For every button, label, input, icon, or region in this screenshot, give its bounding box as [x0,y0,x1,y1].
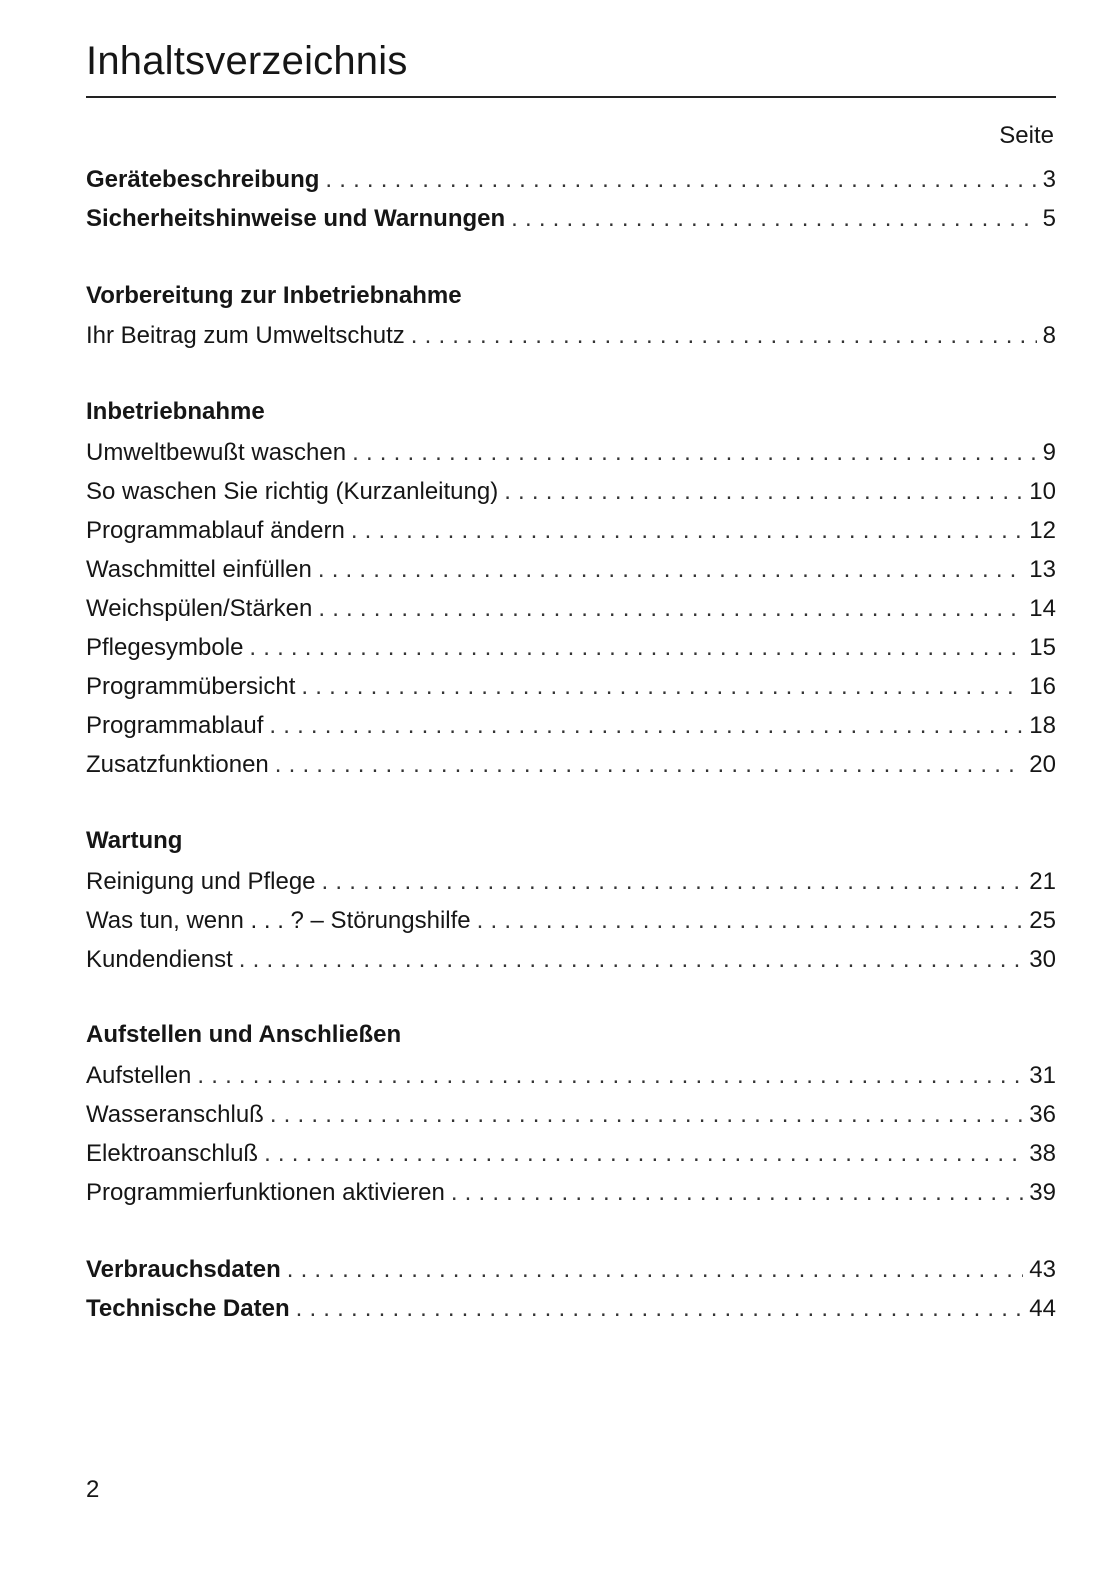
toc-entry-page: 30 [1029,946,1056,973]
toc-entry-label: Technische Daten [86,1295,290,1322]
toc-entry-page: 31 [1029,1062,1056,1089]
dot-leader [239,944,1024,976]
toc-entry-label: Verbrauchsdaten [86,1256,281,1283]
section-heading: Wartung [86,827,183,854]
toc-entry-page: 3 [1042,166,1056,193]
toc-entry-label: Programmierfunktionen aktivieren [86,1179,445,1206]
section-heading: Vorbereitung zur Inbetriebnahme [86,282,462,309]
dot-leader [270,1099,1023,1131]
toc-entry[interactable] [86,1177,1056,1209]
toc-entry-label: Programmablauf ändern [86,517,345,544]
toc-entry-label: Zusatzfunktionen [86,751,269,778]
footer-page-number: 2 [86,1476,100,1503]
toc-entry-page: 25 [1029,907,1056,934]
toc-entry[interactable] [86,866,1056,898]
toc-entry[interactable] [86,1293,1056,1325]
dot-leader [411,320,1037,352]
title-divider [86,96,1056,98]
toc-entry-page: 13 [1029,556,1056,583]
dot-leader [451,1177,1023,1209]
toc-entry-label: Weichspülen/Stärken [86,595,313,622]
dot-leader [504,476,1023,508]
toc-entry-label: Waschmittel einfüllen [86,556,312,583]
toc-entry-page: 14 [1029,595,1056,622]
dot-leader [197,1060,1023,1092]
dot-leader [249,632,1023,664]
toc-entry-page: 20 [1029,751,1056,778]
toc-entry[interactable] [86,710,1056,742]
toc-entry-label: Aufstellen [86,1062,192,1089]
dot-leader [322,866,1024,898]
toc-entry[interactable] [86,1060,1056,1092]
toc-entry[interactable] [86,1099,1056,1131]
dot-leader [318,593,1023,625]
toc-entry-page: 44 [1029,1295,1056,1322]
toc-entry-label: Gerätebeschreibung [86,166,320,193]
dot-leader [275,749,1024,781]
toc-entry-label: Programmablauf [86,712,264,739]
dot-leader [351,515,1023,547]
toc-entry[interactable] [86,905,1056,937]
toc-entry-page: 39 [1029,1179,1056,1206]
toc-entry[interactable] [86,593,1056,625]
toc-entry-page: 9 [1042,439,1056,466]
section-heading: Inbetriebnahme [86,398,265,425]
toc-entry[interactable] [86,671,1056,703]
toc-entry-page: 5 [1042,205,1056,232]
toc-entry-label: Elektroanschluß [86,1140,259,1167]
toc-entry[interactable] [86,1138,1056,1170]
dot-leader [296,1293,1024,1325]
dot-leader [511,203,1036,235]
toc-entry-label: Was tun, wenn . . . ? – Störungshilfe [86,907,471,934]
toc-entry[interactable] [86,320,1056,352]
toc-entry[interactable] [86,632,1056,664]
toc-entry-page: 8 [1042,322,1056,349]
dot-leader [287,1254,1024,1286]
toc-entry[interactable] [86,1254,1056,1286]
toc-entry-label: Kundendienst [86,946,233,973]
toc-entry-page: 10 [1029,478,1056,505]
toc-entry-page: 18 [1029,712,1056,739]
toc-entry-label: Ihr Beitrag zum Umweltschutz [86,322,405,349]
page-column-header: Seite [999,122,1054,149]
dot-leader [318,554,1023,586]
toc-entry[interactable] [86,515,1056,547]
dot-leader [269,710,1023,742]
dot-leader [325,164,1036,196]
toc-entry-page: 38 [1029,1140,1056,1167]
toc-entry-page: 36 [1029,1101,1056,1128]
toc-entry[interactable] [86,437,1056,469]
toc-entry-label: Pflegesymbole [86,634,244,661]
toc-entry-page: 12 [1029,517,1056,544]
toc-entry[interactable] [86,164,1056,196]
section-heading: Aufstellen und Anschließen [86,1021,402,1048]
toc-entry[interactable] [86,944,1056,976]
toc-entry-page: 21 [1029,868,1056,895]
toc-entry-page: 43 [1029,1256,1056,1283]
toc-entry-label: Reinigung und Pflege [86,868,316,895]
dot-leader [352,437,1037,469]
dot-leader [264,1138,1023,1170]
toc-entry[interactable] [86,749,1056,781]
toc-entry-label: Umweltbewußt waschen [86,439,347,466]
toc-entry-label: Programmübersicht [86,673,296,700]
toc-entry[interactable] [86,554,1056,586]
toc-entry-label: So waschen Sie richtig (Kurzanleitung) [86,478,499,505]
toc-entry[interactable] [86,476,1056,508]
toc-entry[interactable] [86,203,1056,235]
toc-entry-page: 16 [1029,673,1056,700]
page-title: Inhaltsverzeichnis [86,39,408,83]
toc-entry-page: 15 [1029,634,1056,661]
dot-leader [477,905,1024,937]
toc-entry-label: Sicherheitshinweise und Warnungen [86,205,506,232]
dot-leader [301,671,1023,703]
toc-entry-label: Wasseranschluß [86,1101,264,1128]
